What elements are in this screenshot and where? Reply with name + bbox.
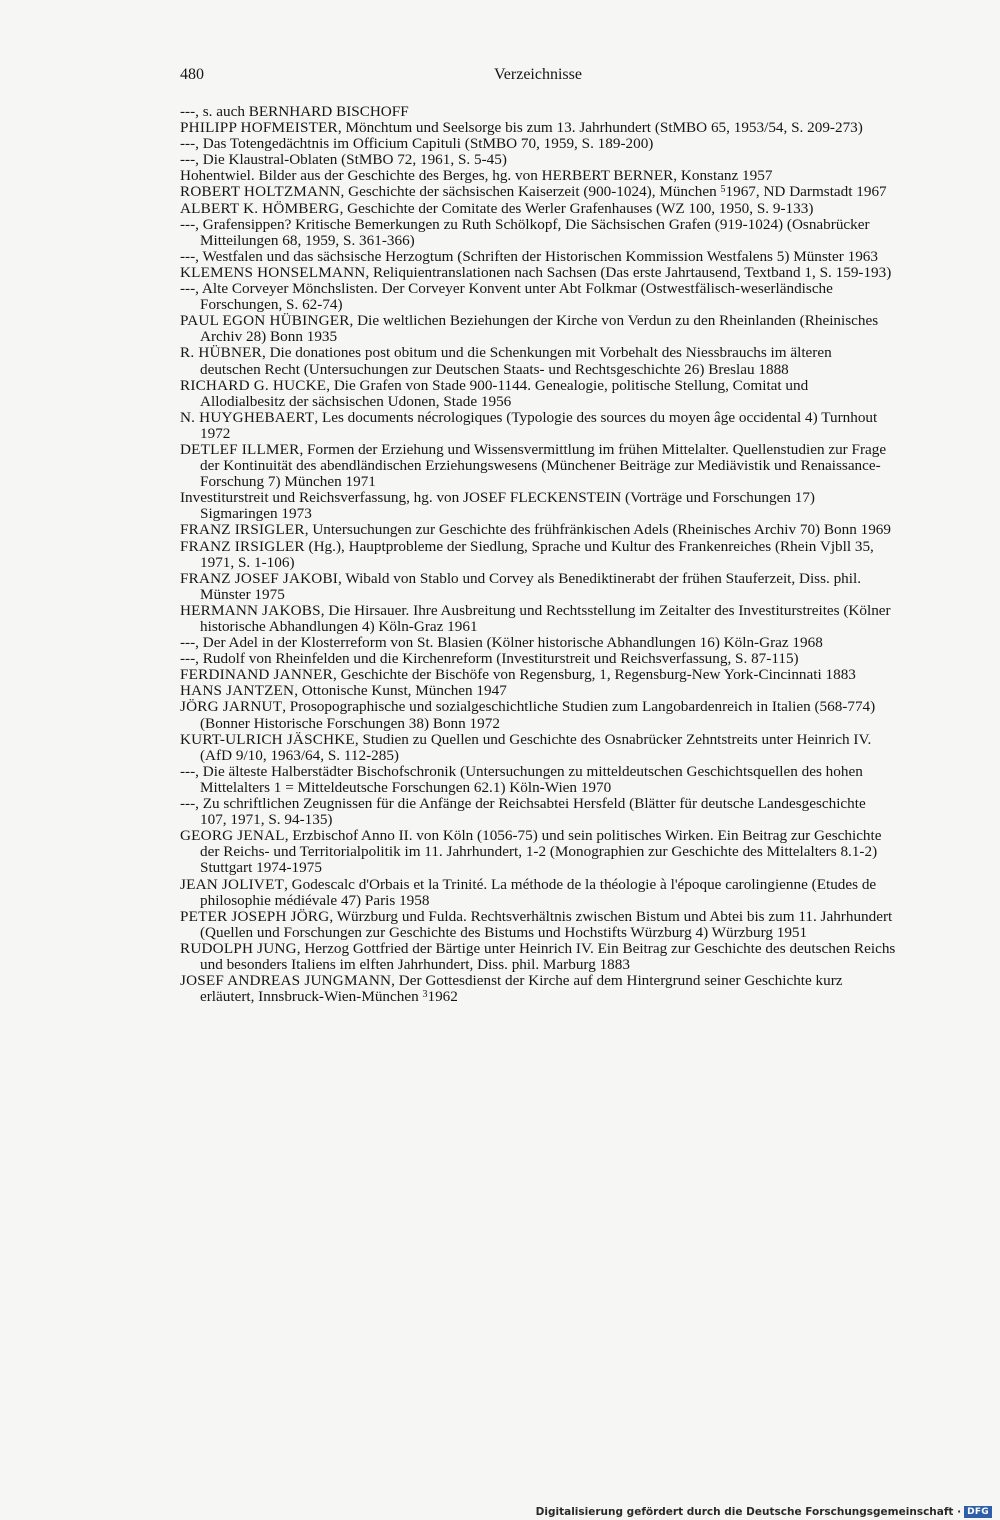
entry-text: , Geschichte der sächsischen Kaiserzeit (900-1024), München [340,183,721,201]
entry-text: ---, Alte Corveyer Mönchslisten. Der Corveyer Konvent unter Abt Folkmar (Ostwestfälisch-weserländische Forschungen, S. 62-74) [180,280,833,314]
entry-text: ---, Der Adel in der Klosterreform von St. Blasien (Kölner historische Abhandlungen 16) Köln-Graz 1968 [180,634,823,652]
bibliography-entry [180,490,896,522]
bibliography-list [180,104,896,1005]
entry-author: RICHARD G. HUCKE [180,376,327,394]
entry-author: FRANZ JOSEF JAKOBI [180,569,339,587]
entry-author: JÖRG JARNUT [180,698,283,716]
page-number: 480 [180,66,204,83]
bibliography-entry [180,635,896,651]
entry-author: RUDOLPH JUNG [180,939,297,957]
bibliography-entry [180,539,896,571]
edition-superscript: 5 [720,184,726,196]
bibliography-entry [180,828,896,876]
entry-text: ---, Die Klaustral-Oblaten (StMBO 72, 1961, S. 5-45) [180,151,507,169]
entry-text: , Prosopographische und sozialgeschichtliche Studien zum Langobardenreich in Italien (568-774) (Bonner Historische Forschungen 38) Bonn 1972 [200,698,876,732]
entry-text: ---, Grafensippen? Kritische Bemerkungen zu Ruth Schölkopf, Die Sächsischen Grafen (919-1024) (Osnabrücker Mitteilungen 68, 1959, S. 361-366) [180,215,870,249]
entry-text: , Herzog Gottfried der Bärtige unter Heinrich IV. Ein Beitrag zur Geschichte des deutschen Reichs und besonders Italiens im elften Jahrhundert, Diss. phil. Marburg 1883 [200,939,896,973]
bibliography-entry [180,136,896,152]
entry-author: JOSEF ANDREAS JUNGMANN [180,972,392,990]
entry-text: ---, Westfalen und das sächsische Herzogtum (Schriften der Historischen Kommission Westfalens 5) Münster 1963 [180,247,878,265]
entry-author: DETLEF ILLMER [180,440,300,458]
entry-text-tail: 1962 [427,988,458,1006]
entry-author: N. HUYGHEBAERT [180,408,315,426]
bibliography-entry [180,120,896,136]
bibliography-entry [180,217,896,249]
entry-author: ALBERT K. HÖMBERG [180,199,340,217]
entry-author: KURT-ULRICH JÄSCHKE [180,730,355,748]
bibliography-entry [180,345,896,377]
bibliography-entry [180,683,896,699]
bibliography-entry [180,378,896,410]
running-head: Verzeichnisse [494,66,582,83]
entry-author: JEAN JOLIVET [180,875,285,893]
page-header [180,66,896,88]
bibliography-entry [180,651,896,667]
entry-author: FRANZ IRSIGLER [180,521,305,539]
bibliography-entry [180,410,896,442]
bibliography-entry [180,184,896,200]
bibliography-entry [180,265,896,281]
bibliography-entry [180,973,896,1005]
entry-text: , Les documents nécrologiques (Typologie des sources du moyen âge occidental 4) Turnhout 1972 [200,408,878,442]
entry-text: Investiturstreit und Reichsverfassung, hg. von JOSEF FLECKENSTEIN (Vorträge und Forschungen 17) Sigmaringen 1973 [180,489,815,523]
bibliography-entry [180,764,896,796]
bibliography-entry [180,442,896,490]
entry-author: ROBERT HOLTZMANN [180,183,341,201]
entry-text: (Hg.), Hauptprobleme der Siedlung, Sprache und Kultur des Frankenreiches (Rhein Vjbll 35, 1971, S. 1-106) [200,537,874,571]
entry-author: PAUL EGON HÜBINGER [180,312,350,330]
entry-author: PETER JOSEPH JÖRG [180,907,330,925]
entry-author: HANS JANTZEN [180,682,295,700]
bibliography-entry [180,571,896,603]
entry-text: ---, Die älteste Halberstädter Bischofschronik (Untersuchungen zu mitteldeutschen Geschichtsquellen des hohen Mittelalters 1 = Mitteldeutsche Forschungen 62.1) Köln-Wien 1970 [180,762,863,796]
bibliography-entry [180,152,896,168]
entry-text: , Die weltlichen Beziehungen der Kirche von Verdun zu den Rheinlanden (Rheinisches Archiv 28) Bonn 1935 [200,312,879,346]
entry-text: , Der Gottesdienst der Kirche auf dem Hintergrund seiner Geschichte kurz erläutert, Innsbruck-Wien-München [200,972,843,1006]
entry-text: , Reliquientranslationen nach Sachsen (Das erste Jahrtausend, Textband 1, S. 159-193) [365,263,892,281]
bibliography-entry [180,909,896,941]
entry-text: , Formen der Erziehung und Wissensvermittlung im frühen Mittelalter. Quellenstudien zur Frage der Kontinuität des abendländischen Erziehungswesens (Münchener Beiträge zur Mediävistik und Renaissance-Forschung 7) München 1971 [200,440,887,491]
bibliography-entry [180,732,896,764]
entry-text: , Untersuchungen zur Geschichte des frühfränkischen Adels (Rheinisches Archiv 70) Bonn 1969 [304,521,891,539]
entry-text: , Godescalc d'Orbais et la Trinité. La méthode de la théologie à l'époque carolingienne (Etudes de philosophie médiévale 47) Paris 1958 [200,875,877,909]
entry-author: KLEMENS HONSELMANN [180,263,366,281]
bibliography-entry [180,667,896,683]
entry-text: , Die Hirsauer. Ihre Ausbreitung und Rechtsstellung im Zeitalter des Investiturstreites (Kölner historische Abhandlungen 4) Köln-Graz 1961 [200,601,891,635]
bibliography-entry [180,313,896,345]
bibliography-entry [180,249,896,265]
entry-text: , Erzbischof Anno II. von Köln (1056-75) und sein politisches Wirken. Ein Beitrag zur Geschichte der Reichs- und Territorialpolitik im 11. Jahrhundert, 1-2 (Monographien zur Geschichte des Mittelalters 8.1-2) Stuttgart 1974-1975 [200,827,882,877]
credit-text: Digitalisierung gefördert durch die Deutsche Forschungsgemeinschaft · [535,1506,962,1518]
entry-text-tail: 1967, ND Darmstadt 1967 [725,183,887,201]
entry-text: , Geschichte der Bischöfe von Regensburg, 1, Regensburg-New York-Cincinnati 1883 [332,666,856,684]
entry-text: , Ottonische Kunst, München 1947 [294,682,507,700]
bibliography-entry [180,796,896,828]
bibliography-entry [180,104,896,120]
bibliography-entry [180,201,896,217]
entry-text: , Die Grafen von Stade 900-1144. Genealogie, politische Stellung, Comitat und Allodialbesitz der sächsischen Udonen, Stade 1956 [200,376,809,410]
entry-author: R. HÜBNER [180,344,262,362]
entry-text: ---, Das Totengedächtnis im Officium Capituli (StMBO 70, 1959, S. 189-200) [180,135,654,153]
entry-text: ---, s. auch BERNHARD BISCHOFF [180,103,409,120]
entry-text: ---, Zu schriftlichen Zeugnissen für die Anfänge der Reichsabtei Hersfeld (Blätter für deutsche Landesgeschichte 107, 1971, S. 94-135) [180,795,866,829]
entry-text: , Die donationes post obitum und die Schenkungen mit Vorbehalt des Niessbrauchs im älteren deutschen Recht (Untersuchungen zur Deutschen Staats- und Rechtsgeschichte 26) Breslau 1888 [200,344,832,378]
entry-author: PHILIPP HOFMEISTER [180,119,338,137]
edition-superscript: 3 [422,989,428,1001]
entry-text: , Geschichte der Comitate des Werler Grafenhauses (WZ 100, 1950, S. 9-133) [339,199,814,217]
bibliography-entry [180,941,896,973]
entry-text: , Studien zu Quellen und Geschichte des Osnabrücker Zehntstreits unter Heinrich IV. (AfD 9/10, 1963/64, S. 112-285) [200,730,872,764]
entry-text: Hohentwiel. Bilder aus der Geschichte des Berges, hg. von HERBERT BERNER, Konstanz 1957 [180,167,773,185]
entry-author: HERMANN JAKOBS [180,601,321,619]
entry-text: , Wibald von Stablo und Corvey als Benediktinerabt der frühen Stauferzeit, Diss. phil. Münster 1975 [200,569,862,603]
bibliography-entry [180,603,896,635]
entry-author: FERDINAND JANNER [180,666,333,684]
entry-text: ---, Rudolf von Rheinfelden und die Kirchenreform (Investiturstreit und Reichsverfassung, S. 87-115) [180,650,799,668]
digitization-credit [536,1506,992,1518]
bibliography-entry [180,522,896,538]
bibliography-entry [180,168,896,184]
entry-author: FRANZ IRSIGLER [180,537,305,555]
bibliography-entry [180,699,896,731]
entry-author: GEORG JENAL [180,827,285,845]
entry-text: , Würzburg und Fulda. Rechtsverhältnis zwischen Bistum und Abtei bis zum 11. Jahrhundert (Quellen und Forschungen zur Geschichte des Bistums und Hochstifts Würzburg 4) Würzburg 1951 [200,907,893,941]
dfg-logo-icon: DFG [964,1506,992,1518]
bibliography-entry [180,877,896,909]
bibliography-entry [180,281,896,313]
entry-text: , Mönchtum und Seelsorge bis zum 13. Jahrhundert (StMBO 65, 1953/54, S. 209-273) [337,119,863,137]
